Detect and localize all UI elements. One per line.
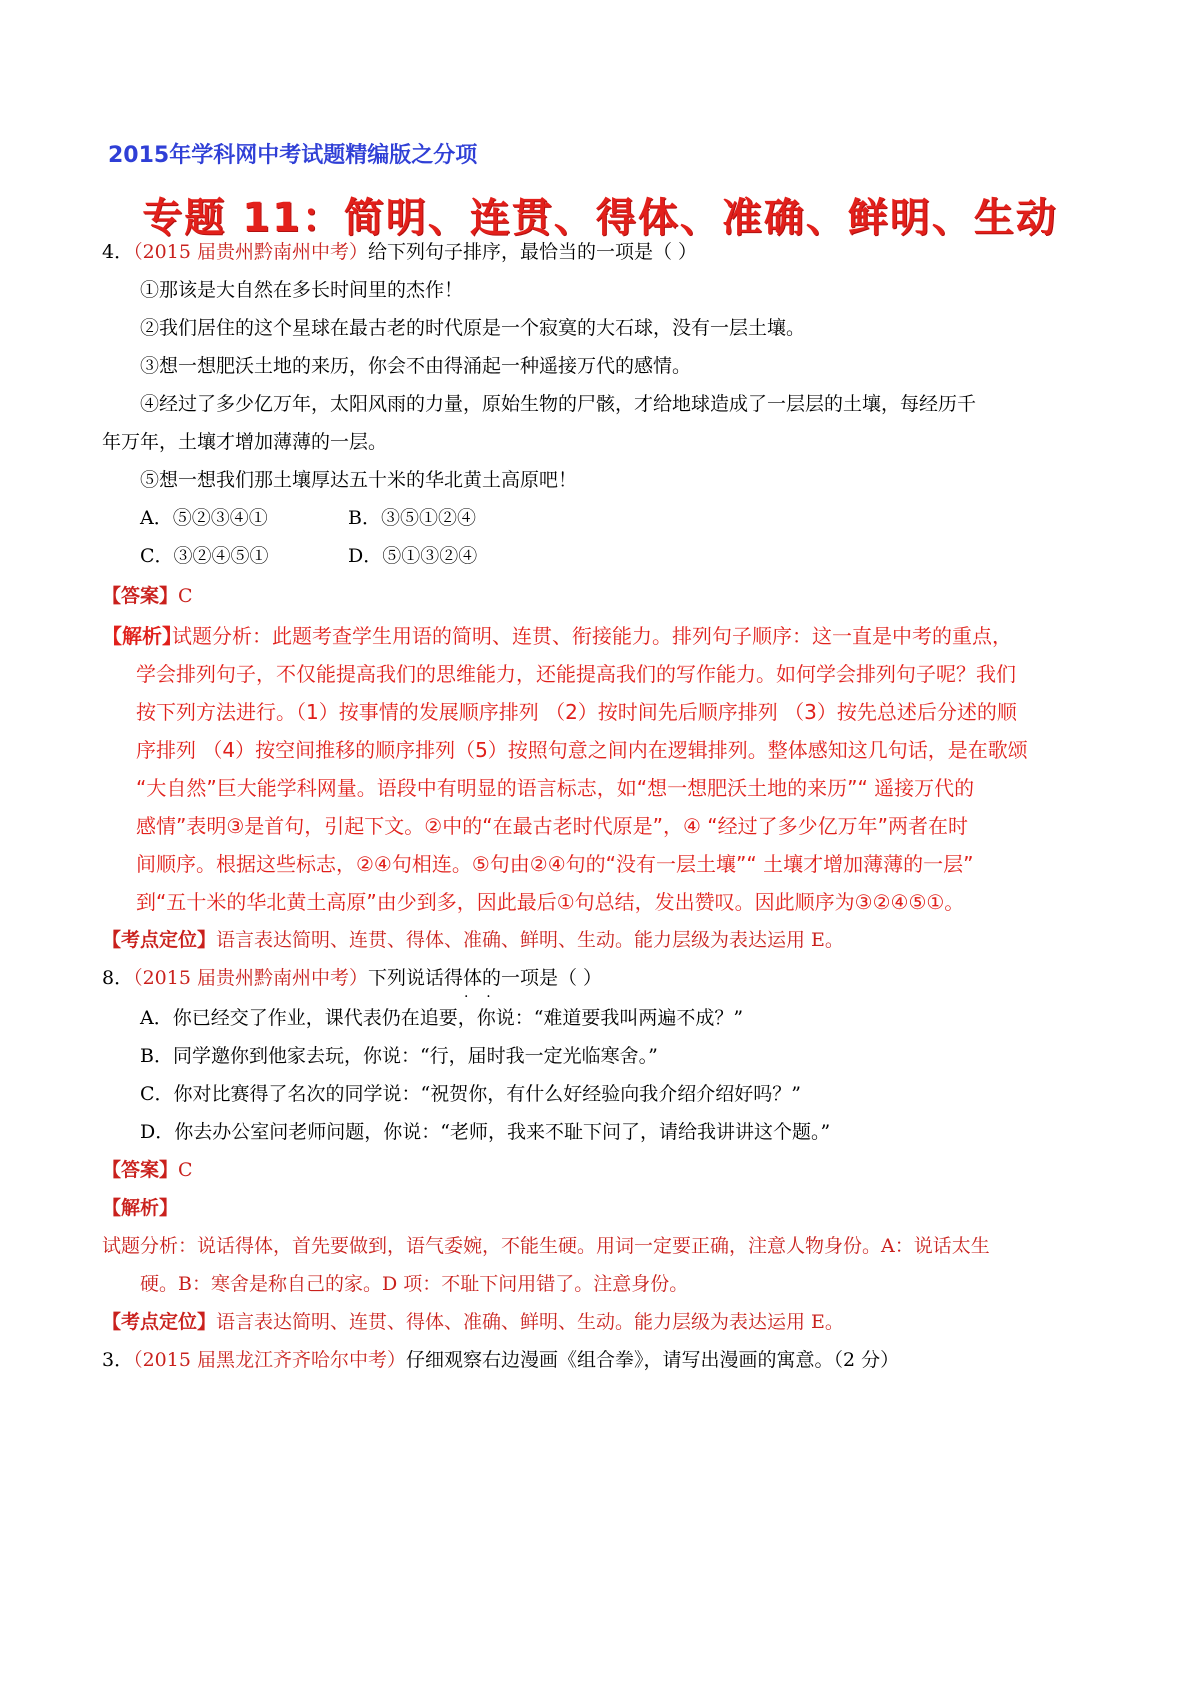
q4-answer-tag: 【答案】 [102,585,179,607]
q4-analysis-line-8: 到“五十米的华北黄土高原”由少到多，因此最后①句总结，发出赞叹。因此顺序为③②④⑤①。 [136,890,965,914]
emphasis-dots: · · [464,989,491,1005]
topic-title: 专题 11：简明、连贯、得体、准确、鲜明、生动 [142,195,1058,241]
q3-stem: 仔细观察右边漫画《组合拳》，请写出漫画的寓意。（2 分） [406,1349,900,1371]
q8-option-a: A．你已经交了作业，课代表仍在追要，你说：“难道要我叫两遍不成？” [140,1007,744,1029]
q4-kaodian-tag: 【考点定位】 [102,929,217,951]
q8-option-d: D．你去办公室问老师问题，你说：“老师，我来不耻下问了，请给我讲讲这个题。” [140,1121,831,1143]
q3-source: （2015 届黑龙江齐齐哈尔中考） [133,1349,406,1371]
q4-option-d: D．⑤①③②④ [348,545,478,567]
q4-number: 4． [102,241,134,263]
q4-sentence-1: ①那该是大自然在多长时间里的杰作！ [140,279,464,301]
q4-option-c: C．③②④⑤① [140,545,269,567]
q4-answer [102,584,193,608]
q4-kaodian-text: 语言表达简明、连贯、得体、准确、鲜明、生动。能力层级为表达运用 E。 [216,929,844,951]
series-title: 2015年学科网中考试题精编版之分项 [108,143,478,168]
q8-answer-tag: 【答案】 [102,1159,179,1181]
q8-kaodian-tag: 【考点定位】 [102,1311,217,1333]
q4-analysis-line-6: 感情”表明③是首句，引起下文。②中的“在最古老时代原是”，④ “经过了多少亿万年”两者在时 [136,814,968,838]
q8-option-c: C．你对比赛得了名次的同学说：“祝贺你，有什么好经验向我介绍介绍好吗？” [140,1083,801,1105]
q4-analysis-line-5: “大自然”巨大能学科网量。语段中有明显的语言标志，如“想一想肥沃土地的来历”“ 遥接万代的 [136,776,975,800]
q8-option-b: B．同学邀你到他家去玩，你说：“行，届时我一定光临寒舍。” [140,1045,658,1067]
q3-heading [102,1348,899,1372]
q4-source: （2015 届贵州黔南州中考） [133,241,368,263]
q4-sentence-5: ⑤想一想我们那土壤厚达五十米的华北黄土高原吧！ [140,469,578,491]
q4-stem: 给下列句子排序，最恰当的一项是（ ） [368,241,698,263]
q4-sentence-4-cont: 年万年，土壤才增加薄薄的一层。 [102,431,388,453]
q4-analysis-line-3: 按下列方法进行。（1）按事情的发展顺序排列 （2）按时间先后顺序排列 （3）按先总述后分述的顺 [136,700,1017,724]
q8-answer-value: C [178,1159,193,1181]
q4-kaodian [102,928,844,952]
q8-number: 8． [102,967,134,989]
q8-source: （2015 届贵州黔南州中考） [133,967,368,989]
q8-stem: 下列说话得体的一项是（ ） [368,967,603,989]
q4-sentence-2: ②我们居住的这个星球在最古老的时代原是一个寂寞的大石球，没有一层土壤。 [140,317,806,339]
q4-analysis-line-4: 序排列 （4）按空间推移的顺序排列（5）按照句意之间内在逻辑排列。整体感知这几句话，是在歌颂 [136,738,1028,762]
q8-kaodian [102,1310,844,1334]
q4-sentence-3: ③想一想肥沃土地的来历，你会不由得涌起一种遥接万代的感情。 [140,355,692,377]
q4-analysis-line-7: 间顺序。根据这些标志，②④句相连。⑤句由②④句的“没有一层土壤”“ 土壤才增加薄薄的一层” [136,852,974,876]
q3-number: 3． [102,1349,134,1371]
q8-analysis-line-1: 试题分析：说话得体，首先要做到，语气委婉，不能生硬。用词一定要正确，注意人物身份。A：说话太生 [102,1235,990,1257]
q8-analysis-line-2: 硬。B：寒舍是称自己的家。D 项：不耻下问用错了。注意身份。 [140,1273,689,1295]
q4-option-a: A．⑤②③④① [140,507,268,529]
q4-answer-value: C [178,585,193,607]
q4-analysis-line-2: 学会排列句子，不仅能提高我们的思维能力，还能提高我们的写作能力。如何学会排列句子呢？我们 [136,662,1016,686]
q4-sentence-4: ④经过了多少亿万年，太阳风雨的力量，原始生物的尸骸，才给地球造成了一层层的土壤，每经历千 [140,393,977,415]
q4-analysis-tag: 【解析】 [102,624,182,648]
q8-heading [102,966,602,990]
q4-analysis-line-1: 试题分析：此题考查学生用语的简明、连贯、衔接能力。排列句子顺序：这一直是中考的重点， [172,624,1012,648]
q4-option-b: B．③⑤①②④ [348,507,476,529]
q8-analysis-tag: 【解析】 [102,1197,179,1219]
q4-heading [102,240,697,264]
q8-answer [102,1158,193,1182]
q8-kaodian-text: 语言表达简明、连贯、得体、准确、鲜明、生动。能力层级为表达运用 E。 [216,1311,844,1333]
